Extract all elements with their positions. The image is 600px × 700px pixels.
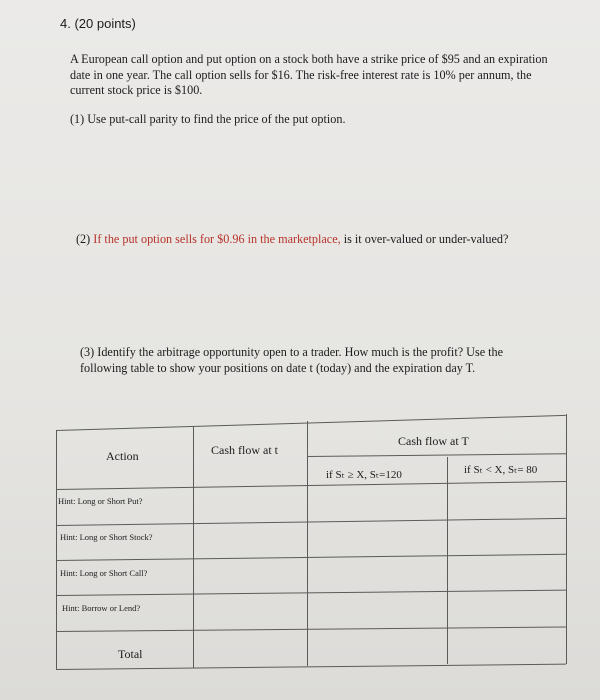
answer-put-ge[interactable] [308, 486, 446, 520]
row-label-call: Hint: Long or Short Call? [60, 568, 148, 578]
part1-prompt: (1) Use put-call parity to find the price of the put option. [70, 112, 346, 126]
answer-total-lt[interactable] [448, 626, 565, 662]
question-title: 4. (20 points) [60, 16, 136, 31]
part2-prompt [76, 232, 508, 247]
row-label-borrow: Hint: Borrow or Lend? [62, 603, 141, 613]
answer-borrow-ge[interactable] [308, 592, 446, 626]
answer-stock-t[interactable] [194, 524, 306, 558]
answer-stock-lt[interactable] [448, 520, 565, 554]
part2-prefix: (2) [76, 232, 94, 246]
part3-prompt: (3) Identify the arbitrage opportunity open to a trader. How much is the profit? Use the following table to show your positions on date t (today) and the expiration day T. [80, 345, 504, 375]
answer-put-t[interactable] [194, 488, 306, 522]
row-label-stock: Hint: Long or Short Stock? [60, 532, 153, 542]
header-cash-T: Cash flow at T [398, 434, 469, 448]
header-cash-t: Cash flow at t [211, 443, 278, 457]
answer-call-lt[interactable] [448, 555, 565, 589]
answer-total-ge[interactable] [308, 628, 446, 664]
answer-borrow-lt[interactable] [448, 590, 565, 624]
row-label-put: Hint: Long or Short Put? [58, 496, 143, 506]
row-label-total: Total [118, 647, 143, 661]
answer-stock-ge[interactable] [308, 522, 446, 556]
part2-highlight: If the put option sells for $0.96 in the marketplace, [93, 232, 341, 246]
answer-borrow-t[interactable] [194, 594, 306, 628]
answer-total-t[interactable] [194, 630, 306, 666]
header-action: Action [106, 449, 139, 463]
answer-call-t[interactable] [194, 559, 306, 593]
header-if-ge: if Sₜ ≥ X, Sₜ=120 [326, 469, 402, 481]
question-intro: A European call option and put option on a stock both have a strike price of $95 and an expiration date in one year. The call option sells for $16. The risk-free interest rate is 10% per annum, the current stock price is $100. [70, 52, 548, 97]
part2-suffix: is it over-valued or under-valued? [340, 232, 509, 246]
header-if-lt: if Sₜ < X, Sₜ= 80 [464, 464, 538, 476]
answer-put-lt[interactable] [448, 484, 565, 518]
answer-call-ge[interactable] [308, 557, 446, 591]
